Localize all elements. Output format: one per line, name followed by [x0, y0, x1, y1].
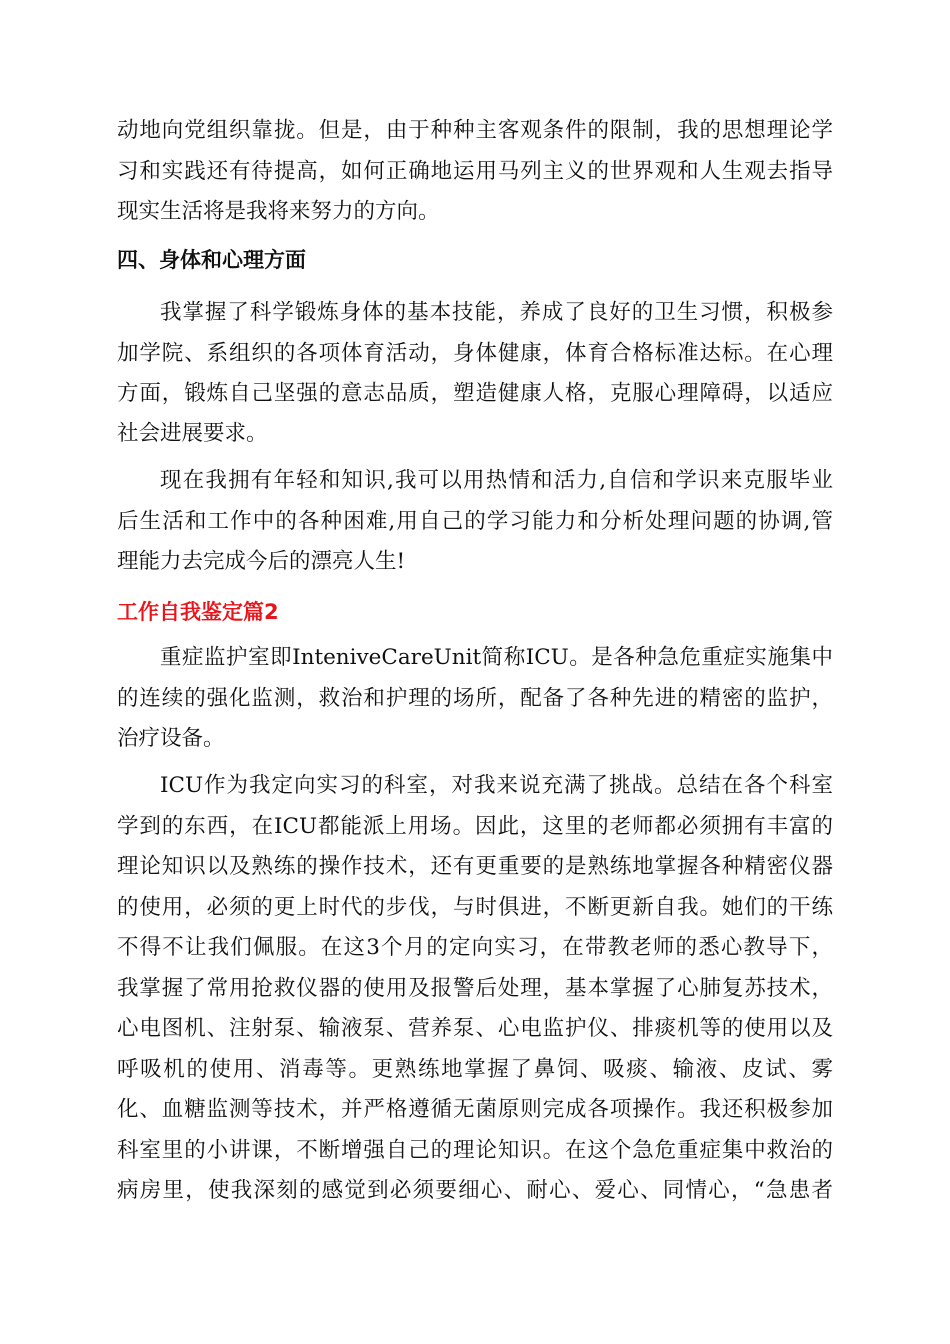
- text-line: 习和实践还有待提高，如何正确地运用马列主义的世界观和人生观去指导: [117, 159, 833, 184]
- text-line: 的使用，必须的更上时代的步伐，与时俱进，不断更新自我。她们的干练: [117, 895, 833, 920]
- section-heading-body-mind: 四、身体和心理方面: [117, 248, 306, 272]
- text-line: 我掌握了科学锻炼身体的基本技能，养成了良好的卫生习惯，积极参: [160, 300, 833, 325]
- text-line: 治疗设备。: [117, 726, 225, 751]
- text-line: 不得不让我们佩服。在这3个月的定向实习，在带教老师的悉心教导下，: [117, 935, 833, 960]
- text-line: 我掌握了常用抢救仪器的使用及报警后处理，基本掌握了心肺复苏技术，: [117, 976, 833, 1001]
- text-line: 动地向党组织靠拢。但是，由于种种主客观条件的限制，我的思想理论学: [117, 118, 833, 143]
- text-line: 学到的东西，在ICU都能派上用场。因此，这里的老师都必须拥有丰富的: [117, 814, 833, 839]
- text-line: 化、血糖监测等技术，并严格遵循无菌原则完成各项操作。我还积极参加: [117, 1097, 833, 1122]
- text-line: 方面，锻炼自己坚强的意志品质，塑造健康人格，克服心理障碍，以适应: [117, 381, 833, 406]
- text-line: 重症监护室即InteniveCareUnit简称ICU。是各种急危重症实施集中: [160, 645, 833, 670]
- text-line: ICU作为我定向实习的科室，对我来说充满了挑战。总结在各个科室: [160, 773, 833, 798]
- text-line: 病房里，使我深刻的感觉到必须要细心、耐心、爱心、同情心，“急患者: [117, 1178, 833, 1203]
- text-line: 现实生活将是我将来努力的方向。: [117, 199, 440, 224]
- text-line: 理论知识以及熟练的操作技术，还有更重要的是熟练地掌握各种精密仪器: [117, 854, 833, 879]
- text-line: 现在我拥有年轻和知识,我可以用热情和活力,自信和学识来克服毕业: [160, 468, 833, 493]
- text-line: 后生活和工作中的各种困难,用自己的学习能力和分析处理问题的协调,管: [117, 509, 833, 534]
- text-line: 呼吸机的使用、消毒等。更熟练地掌握了鼻饲、吸痰、输液、皮试、雾: [117, 1057, 833, 1082]
- text-line: 社会进展要求。: [117, 421, 268, 446]
- text-line: 加学院、系组织的各项体育活动，身体健康，体育合格标准达标。在心理: [117, 341, 833, 366]
- text-line: 心电图机、注射泵、输液泵、营养泵、心电监护仪、排痰机等的使用以及: [117, 1016, 833, 1041]
- article-title: 工作自我鉴定篇2: [117, 600, 279, 624]
- text-line: 的连续的强化监测，救治和护理的场所，配备了各种先进的精密的监护，: [117, 686, 833, 711]
- text-line: 科室里的小讲课，不断增强自己的理论知识。在这个急危重症集中救治的: [117, 1138, 833, 1163]
- text-line: 理能力去完成今后的漂亮人生!: [117, 549, 406, 574]
